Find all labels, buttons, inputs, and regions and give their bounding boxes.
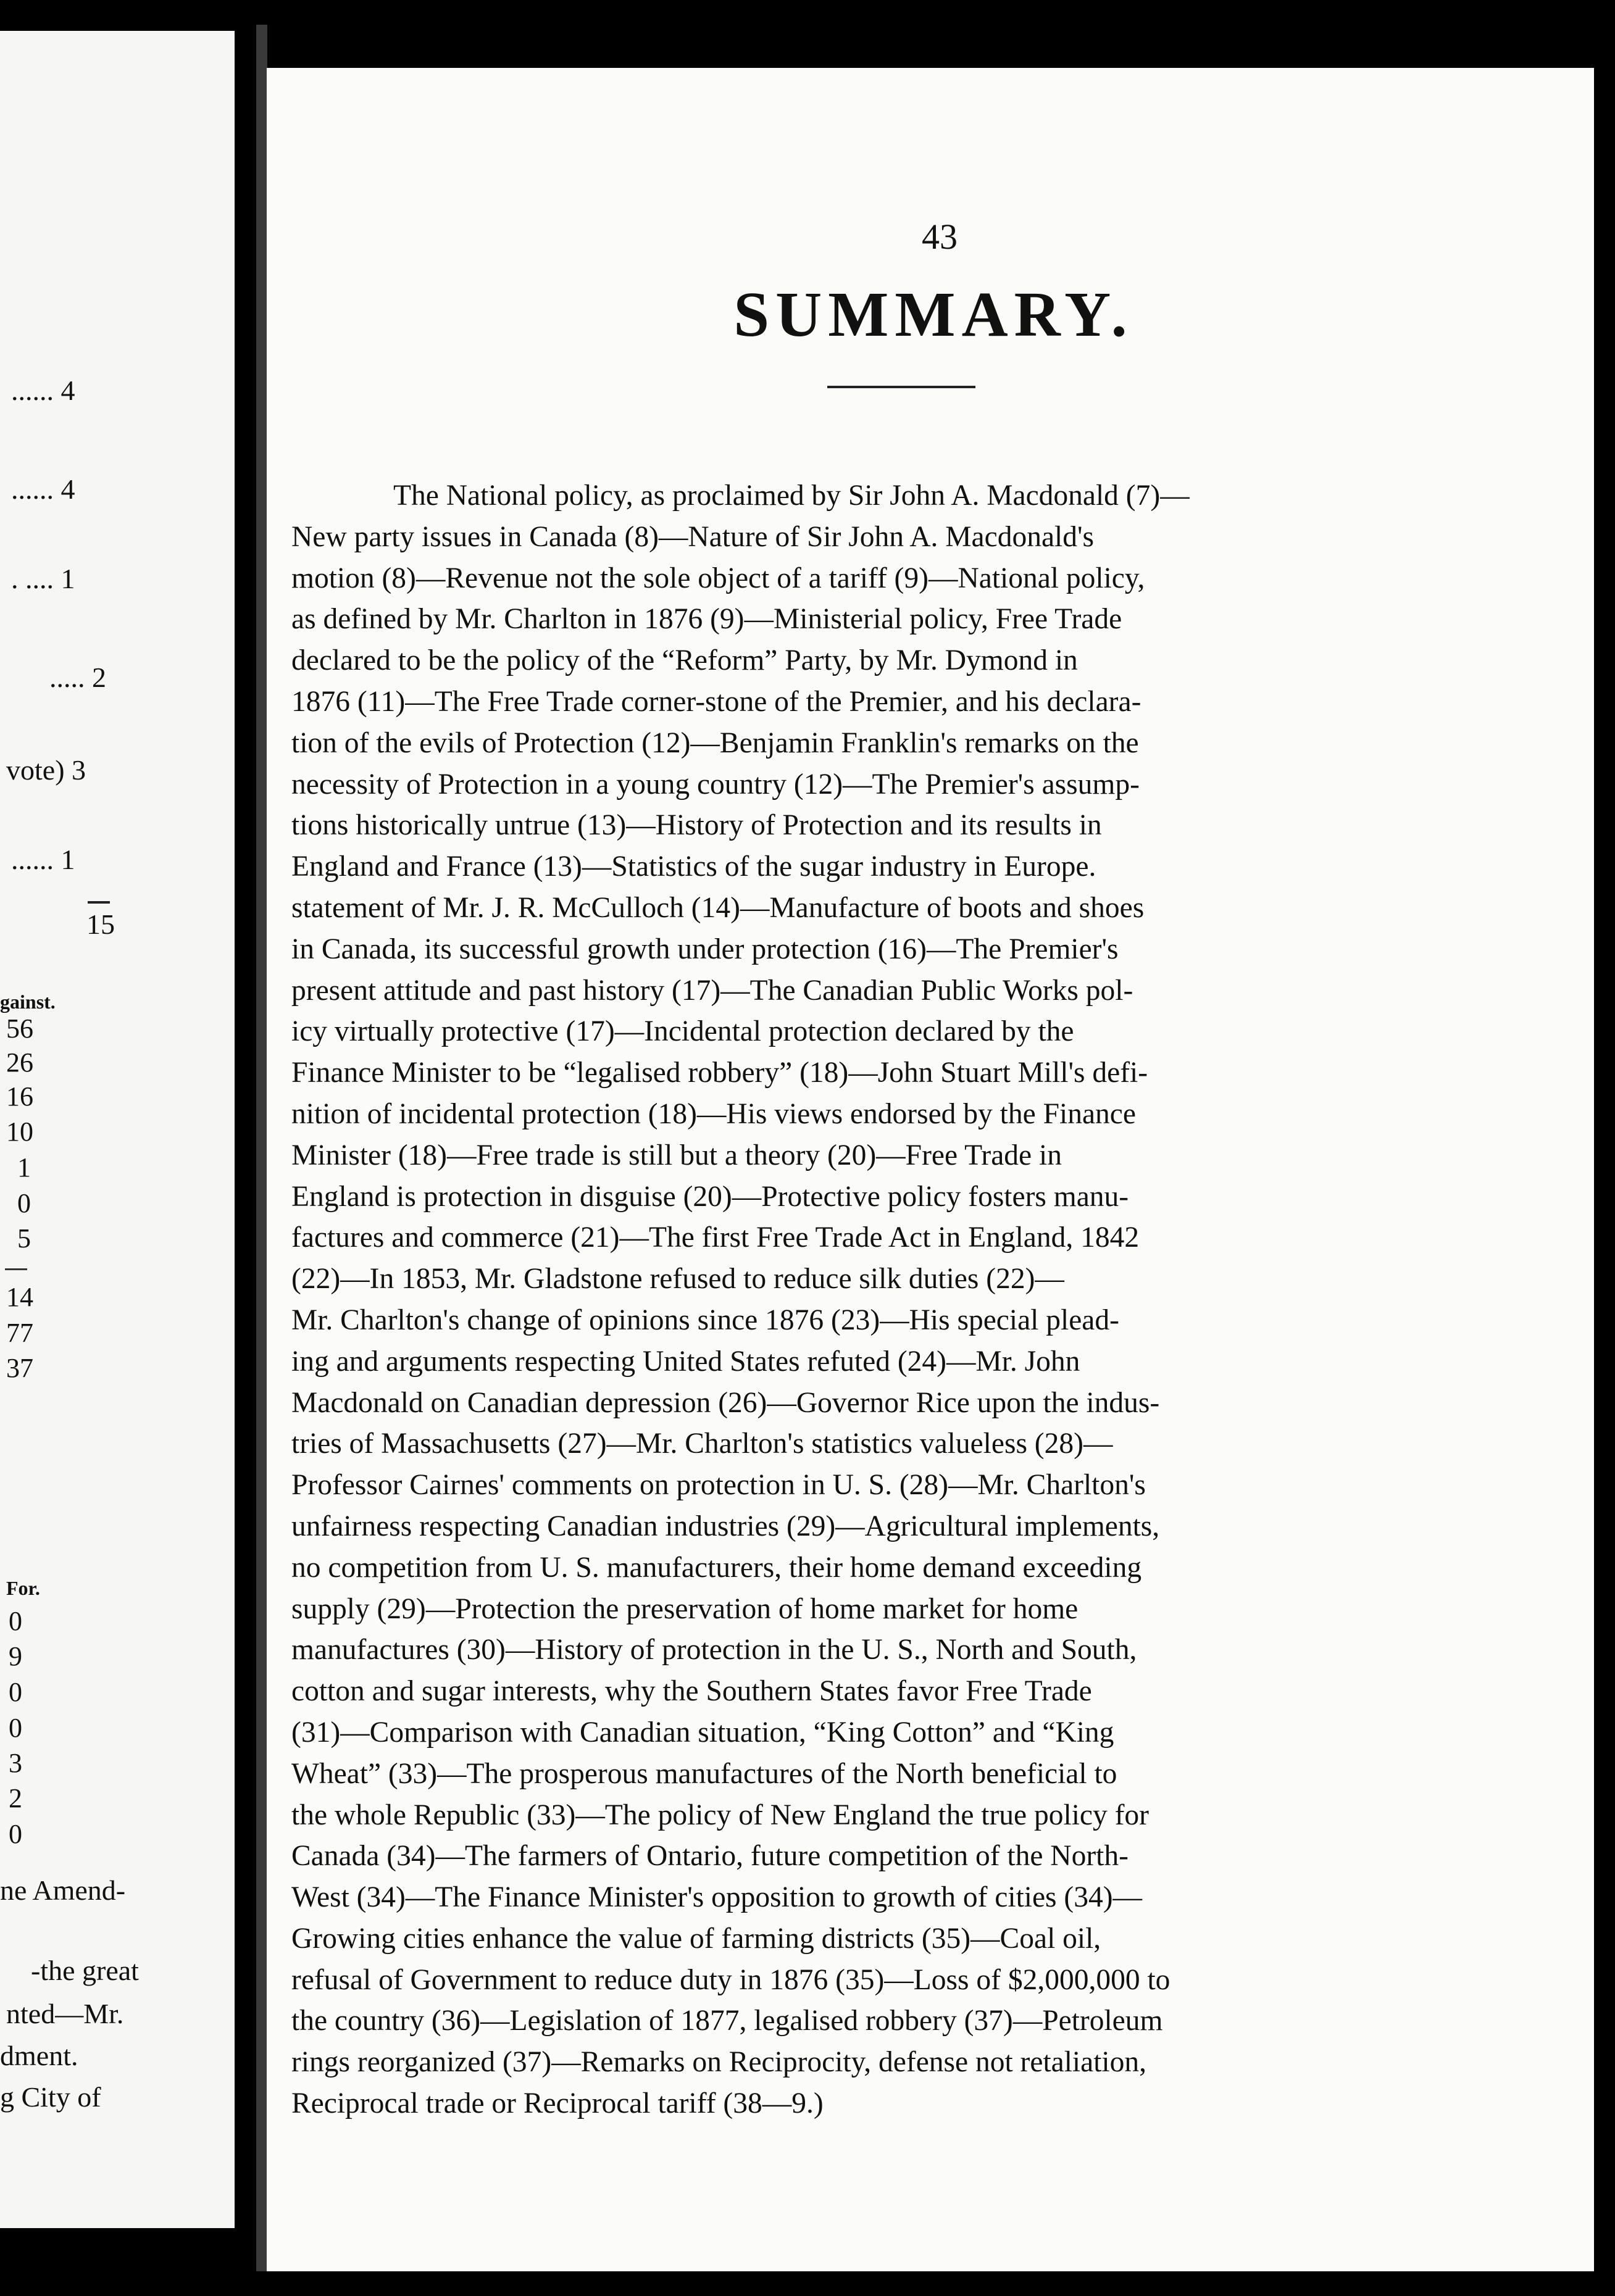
against-value: 26	[6, 1047, 33, 1078]
left-prose-line: nted—Mr.	[6, 1998, 124, 2029]
summary-paragraph	[291, 475, 1489, 2124]
against-value: 5	[17, 1223, 31, 1254]
for-value: 0	[9, 1819, 22, 1849]
summary-line: tion of the evils of Protection (12)—Benjamin Franklin's remarks on the	[291, 726, 1139, 759]
against-column-header: gainst.	[0, 991, 56, 1013]
dotted-row: . .... 1	[11, 563, 75, 594]
dotted-row: ..... 2	[49, 662, 106, 693]
left-page	[0, 31, 235, 2228]
summary-line: ing and arguments respecting United States refuted (24)—Mr. John	[291, 1345, 1080, 1378]
against-value: 16	[6, 1081, 33, 1112]
summary-line: (31)—Comparison with Canadian situation, “King Cotton” and “King	[291, 1716, 1114, 1749]
against-value: 37	[6, 1353, 33, 1383]
summary-line: in Canada, its successful growth under protection (16)—The Premier's	[291, 933, 1119, 965]
summary-line: tries of Massachusetts (27)—Mr. Charlton's statistics valueless (28)—	[291, 1428, 1113, 1460]
summary-line: Reciprocal trade or Reciprocal tariff (38—9.)	[291, 2087, 824, 2120]
page-number: 43	[922, 217, 958, 257]
total-rule	[88, 901, 110, 904]
summary-line: Professor Cairnes' comments on protection in U. S. (28)—Mr. Charlton's	[291, 1469, 1146, 1502]
summary-line: Finance Minister to be “legalised robbery” (18)—John Stuart Mill's defi-	[291, 1057, 1148, 1089]
for-value: 9	[9, 1641, 22, 1671]
summary-line: tions historically untrue (13)—History of Protection and its results in	[291, 809, 1102, 842]
summary-line: the whole Republic (33)—The policy of New England the true policy for	[291, 1799, 1149, 1831]
for-value: 3	[9, 1748, 22, 1778]
dotted-row: ...... 4	[11, 375, 75, 406]
right-page	[267, 68, 1594, 2271]
summary-line: unfairness respecting Canadian industries (29)—Agricultural implements,	[291, 1510, 1160, 1542]
summary-line: New party issues in Canada (8)—Nature of Sir John A. Macdonald's	[291, 520, 1095, 553]
column-rule	[5, 1268, 27, 1270]
dotted-row: ...... 1	[11, 844, 75, 875]
summary-line: England is protection in disguise (20)—Protective policy fosters manu-	[291, 1180, 1129, 1213]
summary-line: Macdonald on Canadian depression (26)—Governor Rice upon the indus-	[291, 1386, 1160, 1419]
summary-line: cotton and sugar interests, why the Southern States favor Free Trade	[291, 1675, 1092, 1708]
left-prose-line: ne Amend-	[0, 1874, 126, 1906]
summary-line: no competition from U. S. manufacturers, their home demand exceeding	[291, 1551, 1142, 1584]
dotted-row: vote) 3	[6, 754, 86, 786]
summary-line: nition of incidental protection (18)—His views endorsed by the Finance	[291, 1097, 1136, 1130]
for-value: 2	[9, 1783, 22, 1813]
for-value: 0	[9, 1606, 22, 1636]
against-value: 56	[6, 1013, 33, 1044]
against-value: 77	[6, 1318, 33, 1348]
total-value: 15	[86, 909, 115, 940]
summary-line: Wheat” (33)—The prosperous manufactures of the North beneficial to	[291, 1757, 1117, 1790]
summary-line: supply (29)—Protection the preservation of home market for home	[291, 1592, 1079, 1625]
dotted-row: ...... 4	[11, 473, 75, 505]
summary-line: Canada (34)—The farmers of Ontario, future competition of the North-	[291, 1840, 1129, 1873]
summary-line: necessity of Protection in a young country (12)—The Premier's assump-	[291, 768, 1140, 801]
summary-title: SUMMARY.	[733, 279, 1133, 350]
summary-line: factures and commerce (21)—The first Free Trade Act in England, 1842	[291, 1221, 1140, 1254]
summary-line: Growing cities enhance the value of farming districts (35)—Coal oil,	[291, 1922, 1101, 1955]
left-prose-line: -the great	[31, 1955, 139, 1986]
for-value: 0	[9, 1677, 22, 1707]
title-rule	[827, 386, 975, 388]
summary-line: icy virtually protective (17)—Incidental protection declared by the	[291, 1015, 1074, 1048]
summary-line: West (34)—The Finance Minister's opposition to growth of cities (34)—	[291, 1881, 1143, 1914]
for-value: 0	[9, 1713, 22, 1743]
for-column-header: For.	[6, 1577, 40, 1599]
against-value: 1	[17, 1152, 31, 1183]
summary-line: as defined by Mr. Charlton in 1876 (9)—Ministerial policy, Free Trade	[291, 603, 1122, 636]
summary-line: Minister (18)—Free trade is still but a theory (20)—Free Trade in	[291, 1139, 1062, 1171]
page-gutter	[256, 25, 267, 2271]
summary-line: manufactures (30)—History of protection in the U. S., North and South,	[291, 1634, 1137, 1666]
summary-line: The National policy, as proclaimed by Sir John A. Macdonald (7)—	[393, 480, 1190, 512]
summary-line: statement of Mr. J. R. McCulloch (14)—Manufacture of boots and shoes	[291, 891, 1145, 924]
summary-line: rings reorganized (37)—Remarks on Reciprocity, defense not retaliation,	[291, 2046, 1146, 2079]
left-prose-line: dment.	[0, 2040, 78, 2071]
summary-line: present attitude and past history (17)—The Canadian Public Works pol-	[291, 974, 1133, 1007]
left-prose-line: g City of	[0, 2081, 101, 2113]
summary-line: (22)—In 1853, Mr. Gladstone refused to reduce silk duties (22)—	[291, 1263, 1064, 1296]
summary-line: the country (36)—Legislation of 1877, legalised robbery (37)—Petroleum	[291, 2005, 1163, 2037]
summary-line: motion (8)—Revenue not the sole object of a tariff (9)—National policy,	[291, 562, 1145, 594]
summary-line: Mr. Charlton's change of opinions since 1876 (23)—His special plead-	[291, 1304, 1119, 1336]
summary-line: refusal of Government to reduce duty in 1876 (35)—Loss of $2,000,000 to	[291, 1963, 1171, 1996]
summary-line: England and France (13)—Statistics of the sugar industry in Europe.	[291, 851, 1096, 883]
against-value: 10	[6, 1117, 33, 1147]
against-value: 0	[17, 1188, 31, 1218]
summary-line: declared to be the policy of the “Reform” Party, by Mr. Dymond in	[291, 644, 1078, 677]
against-value: 14	[6, 1282, 33, 1312]
summary-line: 1876 (11)—The Free Trade corner-stone of the Premier, and his declara-	[291, 685, 1141, 718]
